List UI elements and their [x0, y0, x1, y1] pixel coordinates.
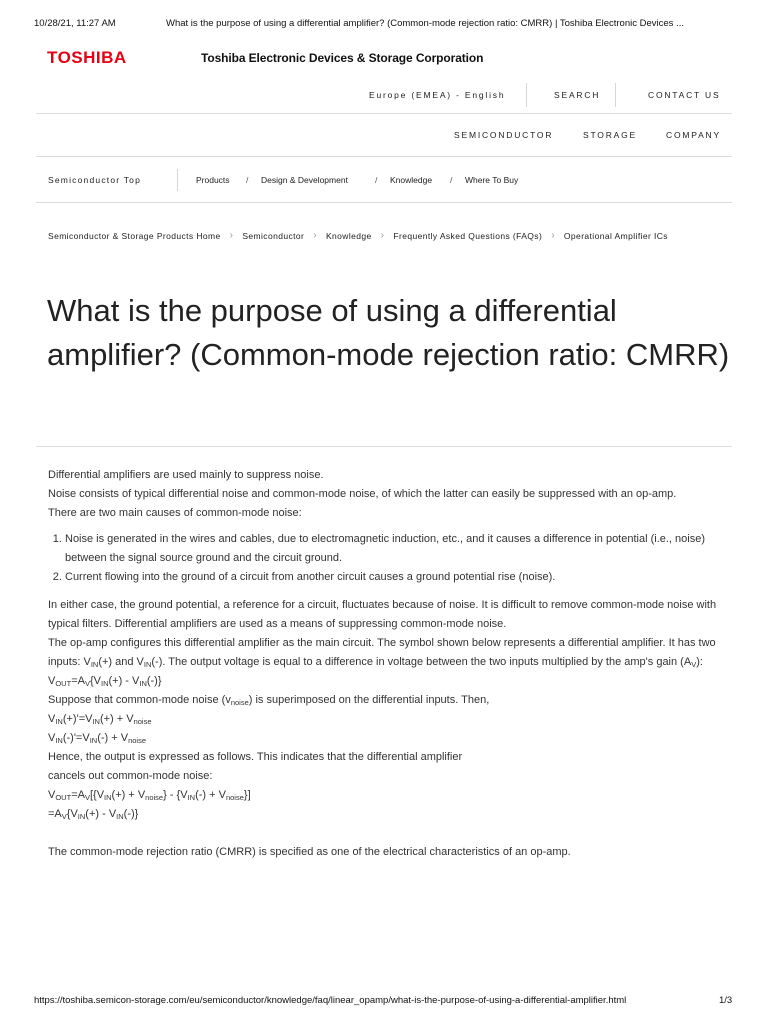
subnav-divider: [36, 202, 732, 203]
intro-line: Differential amplifiers are used mainly to suppress noise.: [48, 469, 324, 481]
breadcrumb-faqs[interactable]: Frequently Asked Questions (FAQs): [393, 230, 543, 241]
equation: $V_{IN}(+)'=V_{IN}(+) + V_{noise}$: [48, 713, 152, 726]
print-footer-url: https://toshiba.semicon-storage.com/eu/semiconductor/knowledge/faq/linear_opamp/what-is-the-purpose-of-using-a-differential-amplifier.html: [34, 995, 627, 1006]
print-page-number: 1/3: [719, 995, 733, 1006]
text: Suppose that common-mode noise (: [48, 694, 226, 706]
chevron-right-icon: ›: [313, 230, 317, 241]
causes-list: [48, 530, 728, 587]
semiconductor-top-link[interactable]: Semiconductor Top: [48, 175, 142, 185]
paragraph: Suppose that common-mode noise $(v_{noise})$ is superimposed on the differential inputs. Then,: [48, 694, 490, 707]
breadcrumb-opamp[interactable]: Operational Amplifier ICs: [563, 230, 668, 241]
list-item: 1. Noise is generated in the wires and cables, due to electromagnetic induction, etc., and it causes a difference in potential (i.e., noise) between the signal source ground and the circuit ground.: [65, 530, 728, 568]
equation: $V_{IN}(-)'=V_{IN}(-) + V_{noise}$: [48, 732, 147, 745]
corporation-name: Toshiba Electronic Devices & Storage Corporation: [201, 51, 484, 65]
print-datetime: 10/28/21, 11:27 AM: [34, 18, 116, 29]
subnav-separator: /: [450, 175, 453, 185]
header-divider: [36, 113, 732, 114]
paragraph: The common-mode rejection ratio (CMRR) is specified as one of the electrical characteristics of an op-amp.: [48, 846, 571, 858]
contact-link[interactable]: CONTACT US: [648, 90, 721, 100]
subnav-separator: /: [246, 175, 249, 185]
chevron-right-icon: ›: [380, 230, 385, 241]
breadcrumb: [48, 230, 668, 241]
chevron-right-icon: ›: [551, 230, 555, 241]
list-item: 2. Current flowing into the ground of a circuit from another circuit causes a ground potential rise (noise).: [65, 568, 728, 587]
nav-storage[interactable]: STORAGE: [583, 130, 638, 140]
equation: $V_{OUT}=A_V[\{V_{IN}(+) + V_{noise}\} - \{V_{IN}(-) + V_{noise}\}]$: [48, 789, 251, 802]
region-selector[interactable]: Europe (EMEA) - English: [369, 90, 506, 100]
subnav-design-development[interactable]: Design & Development: [261, 175, 348, 185]
nav-divider: [36, 156, 732, 157]
paragraph: In either case, the ground potential, a reference for a circuit, fluctuates because of noise. It is difficult to remove common-mode noise with typical filters. Differential amplifiers are used as a means of suppressing common-mode noise.: [48, 599, 717, 630]
equation: $=A_V\{V_{IN}(+) - V_{IN}(-)\}$: [48, 808, 139, 821]
breadcrumb-knowledge[interactable]: Knowledge: [325, 230, 372, 241]
text: The op-amp configures this differential amplifier as the main circuit. The symbol shown below represents a differential amplifier. It has two inputs:: [48, 637, 716, 668]
divider: [177, 169, 178, 191]
subnav-knowledge[interactable]: Knowledge: [390, 175, 433, 185]
paragraph: Hence, the output is expressed as follows. This indicates that the differential amplifier: [48, 751, 463, 763]
nav-company[interactable]: COMPANY: [666, 130, 721, 140]
title-divider: [36, 446, 732, 447]
divider: [615, 83, 616, 107]
paragraph: The op-amp configures this differential amplifier as the main circuit. The symbol shown below represents a differential amplifier. It has two inputs: $V_{IN}(+)$ and $V_{IN}(-)$. The output voltage is equal to a difference in voltage between the two inputs multiplied by the amp's gain $(A_V)$:: [48, 637, 716, 669]
text: . The output voltage is equal to a difference in voltage between the two inputs multiplied by the amp's gain (: [162, 656, 684, 668]
breadcrumb-semiconductor[interactable]: Semiconductor: [242, 230, 305, 241]
search-link[interactable]: SEARCH: [554, 90, 601, 100]
text: ) is superimposed on the differential inputs. Then,: [248, 694, 490, 706]
print-page-title: What is the purpose of using a differential amplifier? (Common-mode rejection ratio: CMRR) | Toshiba Electronic Devices ...: [166, 18, 684, 29]
text: ):: [696, 656, 703, 668]
divider: [526, 83, 527, 107]
intro-line: Noise consists of typical differential noise and common-mode noise, of which the latter can easily be suppressed with an op-amp.: [48, 488, 677, 500]
equation: $V_{OUT}=A_V\{V_{IN}(+) - V_{IN}(-)\}$: [48, 675, 162, 688]
chevron-right-icon: ›: [229, 230, 234, 241]
article-body: [48, 466, 728, 862]
toshiba-logo[interactable]: TOSHIBA: [47, 48, 127, 67]
subnav-products[interactable]: Products: [196, 175, 230, 185]
breadcrumb-home[interactable]: Semiconductor & Storage Products Home: [48, 230, 221, 241]
paragraph: cancels out common-mode noise:: [48, 770, 213, 782]
subnav-separator: /: [375, 175, 378, 185]
subnav-where-to-buy[interactable]: Where To Buy: [465, 175, 519, 185]
nav-semiconductor[interactable]: SEMICONDUCTOR: [454, 130, 554, 140]
page-title: What is the purpose of using a differential amplifier? (Common-mode rejection ratio: CMRR): [47, 293, 730, 372]
intro-line: There are two main causes of common-mode noise:: [48, 507, 302, 519]
